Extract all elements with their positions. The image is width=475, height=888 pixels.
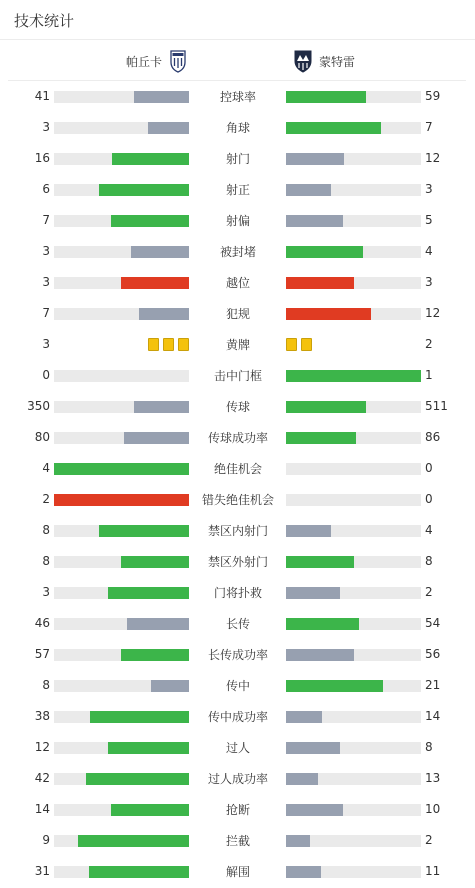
stat-row: [0, 484, 475, 515]
stat-row: [0, 794, 475, 825]
home-stat-bar: [54, 153, 189, 165]
away-stat-value: 8: [425, 554, 433, 568]
away-stat-bar: [286, 525, 421, 537]
stat-row: [0, 329, 475, 360]
home-stat-bar-fill: [90, 711, 189, 723]
away-stat-value: 7: [425, 120, 433, 134]
home-stat-bar: [54, 91, 189, 103]
home-stat-bar-fill: [108, 742, 189, 754]
away-stat-bar: [286, 370, 421, 382]
home-stat-bar: [54, 246, 189, 258]
away-stat-value: 59: [425, 89, 441, 103]
home-stat-value: 2: [42, 492, 50, 506]
stat-label: 越位: [225, 276, 250, 290]
home-stat-bar-fill: [139, 308, 189, 320]
home-stat-bar: [54, 370, 189, 382]
away-stat-bar-fill: [286, 587, 340, 599]
yellow-card-icon: [301, 338, 312, 351]
away-stat-bar-fill: [286, 91, 366, 103]
away-stat-bar: [286, 680, 421, 692]
away-stat-value: 0: [425, 461, 433, 475]
away-stat-bar: [286, 587, 421, 599]
home-stat-value: 8: [42, 523, 50, 537]
away-team-crest-icon[interactable]: [293, 49, 313, 73]
away-stat-bar: [286, 866, 421, 878]
home-stat-bar: [54, 556, 189, 568]
away-yellow-cards: [286, 338, 316, 351]
away-stat-bar: [286, 804, 421, 816]
stat-label: 控球率: [219, 90, 256, 104]
away-stat-value: 3: [425, 182, 433, 196]
stat-row: [0, 236, 475, 267]
stat-row: [0, 360, 475, 391]
away-stat-bar: [286, 463, 421, 475]
home-stat-value: 42: [34, 771, 50, 785]
stat-label: 拦截: [225, 834, 250, 848]
away-stat-bar: [286, 153, 421, 165]
home-stat-value: 3: [42, 275, 50, 289]
home-stat-bar-fill: [111, 215, 189, 227]
home-stat-value: 80: [34, 430, 50, 444]
stat-label: 解围: [225, 865, 250, 879]
away-stat-value: 54: [425, 616, 441, 630]
home-stat-bar-fill: [131, 246, 189, 258]
home-stat-bar: [54, 308, 189, 320]
away-stat-value: 4: [425, 523, 433, 537]
home-stat-bar: [54, 773, 189, 785]
stat-label: 犯规: [225, 307, 250, 321]
home-stat-value: 7: [42, 213, 50, 227]
away-stat-value: 21: [425, 678, 441, 692]
away-stat-bar: [286, 556, 421, 568]
away-stat-bar-fill: [286, 835, 310, 847]
away-stat-value: 56: [425, 647, 441, 661]
away-stat-bar: [286, 618, 421, 630]
home-stat-bar: [54, 804, 189, 816]
away-stat-bar: [286, 277, 421, 289]
stat-row: [0, 174, 475, 205]
stat-label: 射偏: [225, 214, 250, 228]
away-stat-bar-fill: [286, 215, 343, 227]
away-stat-bar: [286, 649, 421, 661]
home-stat-bar-fill: [111, 804, 189, 816]
away-stat-bar-fill: [286, 618, 359, 630]
home-stat-value: 57: [34, 647, 50, 661]
stat-row: [0, 732, 475, 763]
home-team-name[interactable]: 帕丘卡: [125, 55, 162, 69]
away-stat-bar-fill: [286, 370, 421, 382]
away-stat-bar: [286, 711, 421, 723]
home-stat-value: 46: [34, 616, 50, 630]
home-stat-value: 3: [42, 120, 50, 134]
home-stat-value: 7: [42, 306, 50, 320]
stat-label: 黄牌: [225, 338, 250, 352]
home-stat-bar-fill: [134, 91, 189, 103]
home-stat-value: 3: [42, 244, 50, 258]
away-team-name[interactable]: 蒙特雷: [319, 55, 356, 69]
away-stat-bar-fill: [286, 556, 354, 568]
home-stat-bar: [54, 742, 189, 754]
away-stat-value: 12: [425, 306, 441, 320]
yellow-card-icon: [163, 338, 174, 351]
home-stat-value: 350: [27, 399, 50, 413]
home-yellow-cards: [144, 338, 189, 351]
away-stat-bar-fill: [286, 246, 363, 258]
stat-row: [0, 81, 475, 112]
stat-label: 门将扑救: [213, 586, 262, 600]
away-stat-bar-fill: [286, 401, 366, 413]
stat-row: [0, 515, 475, 546]
stat-row: [0, 298, 475, 329]
home-stat-bar: [54, 680, 189, 692]
away-stat-value: 8: [425, 740, 433, 754]
home-stat-bar: [54, 122, 189, 134]
home-stat-bar-fill: [99, 184, 189, 196]
header: [0, 0, 475, 40]
stat-label: 被封堵: [219, 245, 256, 259]
away-stat-bar: [286, 91, 421, 103]
home-stat-bar: [54, 401, 189, 413]
home-stat-value: 38: [34, 709, 50, 723]
away-stat-value: 11: [425, 864, 441, 878]
away-stat-bar-fill: [286, 711, 322, 723]
yellow-card-icon: [148, 338, 159, 351]
home-stat-bar-fill: [121, 649, 189, 661]
away-stat-value: 511: [425, 399, 448, 413]
home-stat-bar-fill: [121, 277, 189, 289]
stat-label: 过人成功率: [207, 772, 268, 786]
stat-row: [0, 453, 475, 484]
away-stat-bar: [286, 308, 421, 320]
away-stat-value: 3: [425, 275, 433, 289]
away-stat-value: 14: [425, 709, 441, 723]
stat-row: [0, 112, 475, 143]
stat-label: 禁区内射门: [207, 524, 268, 538]
away-stat-value: 1: [425, 368, 433, 382]
away-stat-value: 0: [425, 492, 433, 506]
home-stat-value: 14: [34, 802, 50, 816]
away-stat-bar-fill: [286, 649, 354, 661]
away-stat-value: 12: [425, 151, 441, 165]
home-stat-value: 3: [42, 585, 50, 599]
home-stat-bar-fill: [86, 773, 189, 785]
away-stat-bar: [286, 835, 421, 847]
away-stat-value: 2: [425, 337, 433, 351]
home-stat-value: 41: [34, 89, 50, 103]
home-stat-bar: [54, 618, 189, 630]
home-stat-bar: [54, 525, 189, 537]
stat-label: 射正: [225, 183, 250, 197]
away-stat-bar: [286, 215, 421, 227]
home-team-crest-icon[interactable]: [168, 49, 188, 73]
yellow-card-icon: [178, 338, 189, 351]
stat-label: 角球: [225, 121, 250, 135]
away-stat-bar-fill: [286, 866, 321, 878]
home-stat-bar: [54, 711, 189, 723]
home-stat-bar-fill: [134, 401, 189, 413]
away-stat-bar-fill: [286, 308, 371, 320]
away-stat-value: 5: [425, 213, 433, 227]
home-stat-value: 8: [42, 678, 50, 692]
away-stat-bar: [286, 401, 421, 413]
home-stat-value: 31: [34, 864, 50, 878]
home-stat-bar-fill: [78, 835, 189, 847]
away-stat-bar-fill: [286, 432, 356, 444]
stat-label: 错失绝佳机会: [201, 493, 274, 507]
away-stat-value: 4: [425, 244, 433, 258]
home-stat-bar-fill: [108, 587, 189, 599]
home-stat-bar: [54, 277, 189, 289]
stat-row: [0, 825, 475, 856]
stat-row: [0, 267, 475, 298]
away-stat-value: 13: [425, 771, 441, 785]
away-stat-bar: [286, 246, 421, 258]
home-stat-bar-fill: [151, 680, 189, 692]
home-stat-bar: [54, 494, 189, 506]
stat-row: [0, 701, 475, 732]
away-stat-value: 2: [425, 833, 433, 847]
away-stat-bar: [286, 432, 421, 444]
away-stat-bar-fill: [286, 680, 383, 692]
stat-label: 禁区外射门: [207, 555, 268, 569]
stat-label: 传球: [225, 400, 250, 414]
home-stat-value: 12: [34, 740, 50, 754]
away-stat-bar: [286, 184, 421, 196]
home-stat-value: 0: [42, 368, 50, 382]
yellow-card-icon: [286, 338, 297, 351]
home-stat-bar: [54, 215, 189, 227]
stat-label: 抢断: [225, 803, 250, 817]
home-stat-bar-fill: [89, 866, 189, 878]
stat-row: [0, 546, 475, 577]
home-stat-bar-fill: [124, 432, 189, 444]
away-stat-bar-fill: [286, 122, 381, 134]
stat-label: 传中成功率: [207, 710, 268, 724]
stat-row: [0, 608, 475, 639]
away-stat-bar-fill: [286, 804, 343, 816]
home-stat-bar: [54, 835, 189, 847]
home-stat-value: 3: [42, 337, 50, 351]
stat-label: 射门: [225, 152, 250, 166]
home-stat-bar: [54, 649, 189, 661]
away-stat-bar-fill: [286, 184, 331, 196]
stat-row: [0, 856, 475, 887]
home-stat-bar-fill: [112, 153, 189, 165]
away-stat-bar: [286, 494, 421, 506]
stat-row: [0, 205, 475, 236]
away-stat-bar: [286, 742, 421, 754]
home-stat-bar-fill: [148, 122, 189, 134]
away-stat-bar-fill: [286, 153, 344, 165]
stat-label: 击中门框: [213, 369, 262, 383]
home-stat-bar: [54, 184, 189, 196]
stat-label: 过人: [225, 741, 250, 755]
away-stat-bar-fill: [286, 525, 331, 537]
stat-label: 传中: [225, 679, 250, 693]
away-stat-bar-fill: [286, 773, 318, 785]
page-title: 技术统计: [14, 12, 75, 30]
away-stat-value: 2: [425, 585, 433, 599]
home-stat-bar-fill: [127, 618, 189, 630]
stat-row: [0, 670, 475, 701]
home-stat-value: 4: [42, 461, 50, 475]
home-stat-value: 6: [42, 182, 50, 196]
home-stat-value: 9: [42, 833, 50, 847]
stat-label: 长传: [225, 617, 250, 631]
stat-label: 绝佳机会: [213, 462, 262, 476]
stat-label: 长传成功率: [207, 648, 268, 662]
away-stat-bar-fill: [286, 277, 354, 289]
stat-row: [0, 577, 475, 608]
home-stat-bar: [54, 432, 189, 444]
home-stat-bar-fill: [121, 556, 189, 568]
away-stat-bar: [286, 122, 421, 134]
stat-row: [0, 391, 475, 422]
home-stat-bar: [54, 587, 189, 599]
home-stat-bar: [54, 866, 189, 878]
away-stat-value: 86: [425, 430, 441, 444]
away-stat-bar: [286, 773, 421, 785]
stat-row: [0, 639, 475, 670]
home-stat-value: 8: [42, 554, 50, 568]
home-stat-bar: [54, 463, 189, 475]
stat-label: 传球成功率: [207, 431, 268, 445]
away-stat-bar-fill: [286, 742, 340, 754]
stat-row: [0, 422, 475, 453]
home-stat-bar-fill: [54, 494, 189, 506]
stat-row: [0, 763, 475, 794]
home-stat-bar-fill: [54, 463, 189, 475]
away-stat-value: 10: [425, 802, 441, 816]
stat-row: [0, 143, 475, 174]
team-header: [8, 41, 466, 81]
home-stat-value: 16: [34, 151, 50, 165]
home-stat-bar-fill: [99, 525, 189, 537]
